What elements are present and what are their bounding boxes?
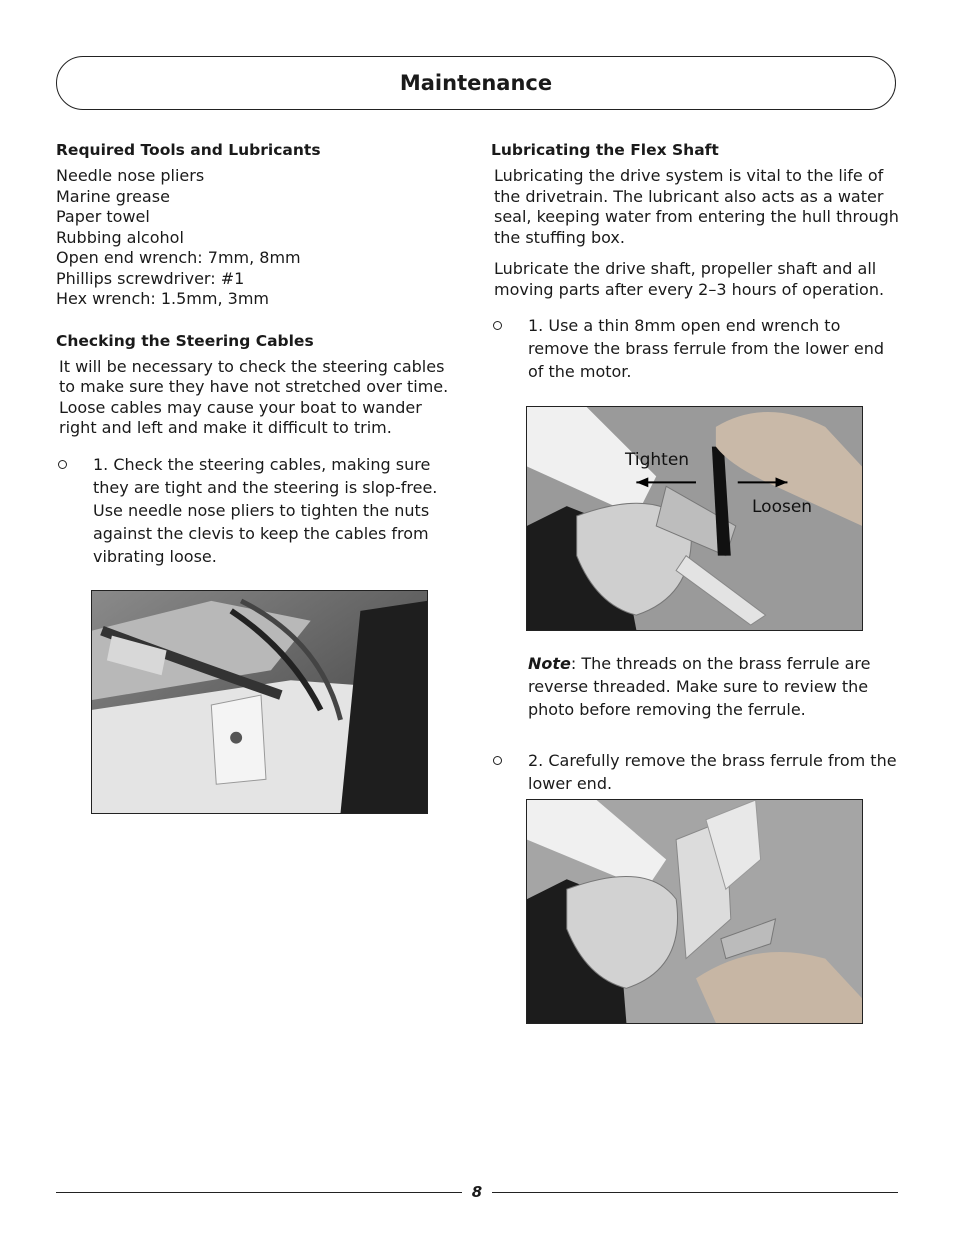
flex-shaft-heading: Lubricating the Flex Shaft bbox=[491, 141, 719, 159]
flex-paragraph-2: Lubricate the drive shaft, propeller shaft and all moving parts after every 2–3 hours of operation. bbox=[494, 259, 885, 299]
checklist-step bbox=[491, 749, 901, 795]
page-title: Maintenance bbox=[399, 71, 553, 95]
flex-paragraph-1: Lubricating the drive system is vital to the life of the drivetrain. The lubricant also acts as a water seal, keeping water from entering the hull through the stuffing box. bbox=[494, 166, 899, 247]
checklist-step bbox=[491, 314, 900, 383]
tighten-label: Tighten bbox=[625, 450, 690, 470]
cables-paragraph: It will be necessary to check the steering cables to make sure they have not stretched over time. Loose cables may cause your boat to wander right and left and make it difficult to trim. bbox=[59, 356, 449, 437]
tool-item: Rubbing alcohol bbox=[56, 227, 184, 247]
tool-item: Paper towel bbox=[56, 207, 150, 226]
checkbox-circle-icon bbox=[493, 321, 502, 330]
footer-rule-right bbox=[492, 1192, 898, 1193]
step-text: 2. Carefully remove the brass ferrule from the lower end. bbox=[528, 751, 897, 793]
checkbox-circle-icon bbox=[58, 460, 67, 469]
tools-heading: Required Tools and Lubricants bbox=[56, 141, 321, 159]
tool-item: Open end wrench: 7mm, 8mm bbox=[56, 248, 301, 267]
section-header bbox=[56, 56, 896, 110]
checkbox-circle-icon bbox=[493, 756, 502, 765]
footer-rule-left bbox=[56, 1192, 462, 1193]
steering-cables-photo bbox=[91, 590, 428, 814]
ferrule-removal-photo bbox=[526, 799, 863, 1024]
left-column bbox=[56, 140, 466, 568]
right-column bbox=[491, 140, 899, 383]
step-text: 1. Check the steering cables, making sure they are tight and the steering is slop-free. Use needle nose pliers to tighten the nuts against the clevis to keep the cables from vibrating loose. bbox=[93, 454, 438, 566]
note-block bbox=[528, 652, 900, 721]
page-number: 8 bbox=[471, 1183, 483, 1201]
tool-item: Phillips screwdriver: #1 bbox=[56, 268, 245, 288]
cables-heading: Checking the Steering Cables bbox=[56, 331, 314, 350]
note-label: Note bbox=[528, 654, 571, 673]
loosen-label: Loosen bbox=[752, 497, 813, 517]
tools-list bbox=[56, 166, 466, 310]
checklist-step bbox=[56, 453, 465, 568]
ferrule-removal-photo-graphic bbox=[527, 800, 862, 1023]
wrench-photo bbox=[526, 406, 863, 631]
step2-block bbox=[491, 749, 901, 795]
tool-item: Marine grease bbox=[56, 186, 170, 206]
note-text: : The threads on the brass ferrule are reverse threaded. Make sure to review the photo before removing the ferrule. bbox=[528, 654, 871, 719]
tool-item: Needle nose pliers bbox=[56, 166, 205, 185]
wrench-photo-graphic bbox=[527, 407, 862, 630]
step-text: 1. Use a thin 8mm open end wrench to remove the brass ferrule from the lower end of the motor. bbox=[528, 316, 884, 381]
steering-cables-photo-graphic bbox=[92, 591, 427, 813]
tool-item: Hex wrench: 1.5mm, 3mm bbox=[56, 289, 269, 308]
